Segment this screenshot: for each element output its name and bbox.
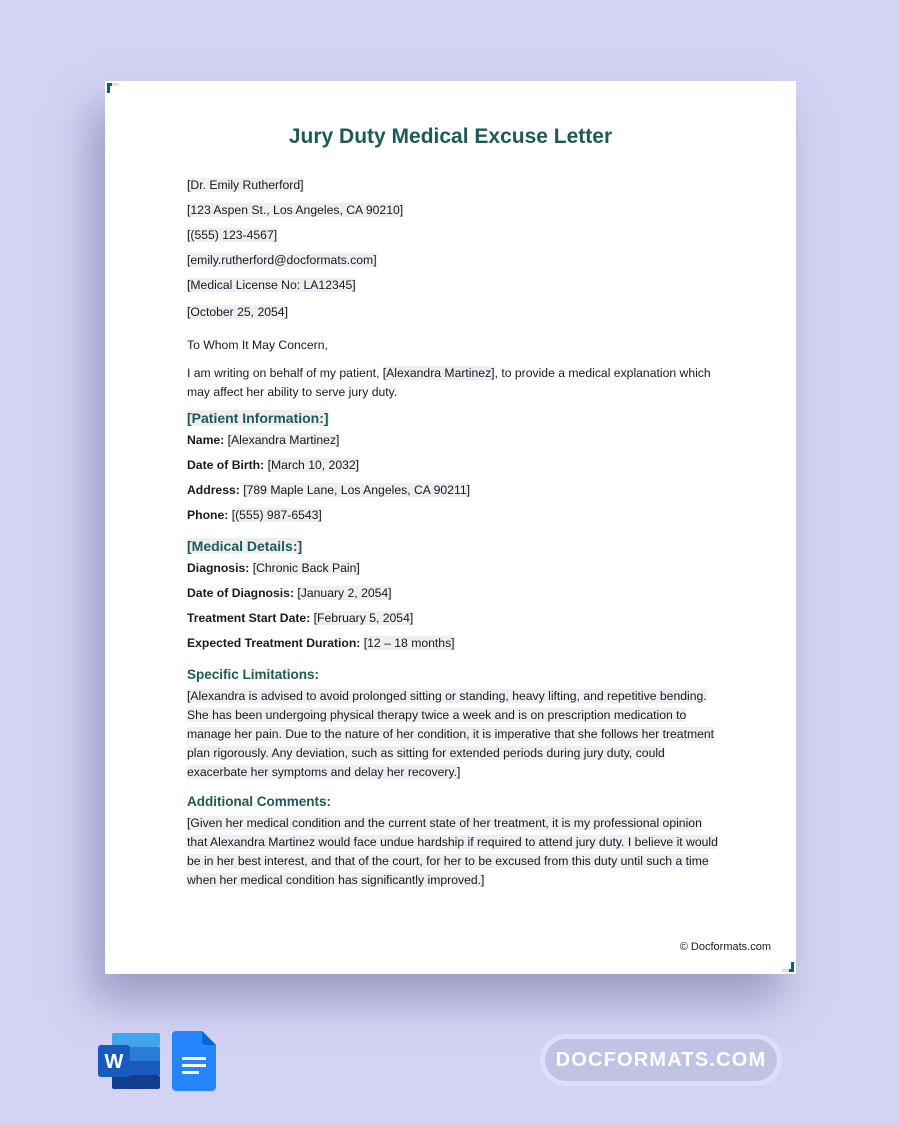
patient-info-heading: [Patient Information:] (187, 410, 329, 426)
sender-name: [Dr. Emily Rutherford] (187, 178, 304, 192)
medical-field-diagnosis: Diagnosis: [Chronic Back Pain] (187, 561, 360, 575)
greeting: To Whom It May Concern, (187, 338, 328, 352)
letter-body (187, 176, 722, 900)
corner-mark-top-left (107, 83, 117, 93)
format-icons (98, 1031, 216, 1091)
copyright-notice: © Docformats.com (679, 941, 771, 953)
limitations-paragraph: [Alexandra is advised to avoid prolonged sitting or standing, heavy lifting, and repetitive bending. She has been undergoing physical therapy twice a week and is on prescription medication to manage her pain. Due to the nature of her condition, it is imperative that she follows her treatment plan rigorously. Any deviation, such as sitting for extended periods during jury duty, could exacerbate her symptoms and delay her recovery.] (187, 689, 715, 779)
patient-field-phone: Phone: [(555) 987-6543] (187, 508, 322, 522)
limitations-heading: Specific Limitations: (187, 667, 320, 682)
sender-email: [emily.rutherford@docformats.com] (187, 253, 377, 267)
medical-field-treatment-start: Treatment Start Date: [February 5, 2054] (187, 611, 414, 625)
comments-paragraph: [Given her medical condition and the current state of her treatment, it is my professional opinion that Alexandra Martinez would face undue hardship if required to attend jury duty. I believe it would be in her best interest, and that of the court, for her to be excused from this duty until such a time when her medical condition has significantly improved.] (187, 816, 718, 887)
badge-label: DOCFORMATS.COM (545, 1039, 777, 1081)
patient-field-address: Address: [789 Maple Lane, Los Angeles, CA 90211] (187, 483, 470, 497)
document-page (105, 81, 796, 974)
docformats-badge[interactable] (540, 1034, 782, 1086)
svg-text:W: W (104, 1051, 124, 1073)
medical-field-diagnosis-date: Date of Diagnosis: [January 2, 2054] (187, 586, 392, 600)
medical-field-treatment-duration: Expected Treatment Duration: [12 – 18 months] (187, 636, 455, 650)
patient-name-inline: [Alexandra Martinez] (382, 366, 495, 380)
sender-license: [Medical License No: LA12345] (187, 278, 356, 292)
letter-date: [October 25, 2054] (187, 305, 288, 319)
patient-field-dob: Date of Birth: [March 10, 2032] (187, 458, 360, 472)
patient-field-name: Name: [Alexandra Martinez] (187, 433, 340, 447)
google-docs-icon[interactable] (172, 1031, 216, 1091)
sender-address: [123 Aspen St., Los Angeles, CA 90210] (187, 203, 404, 217)
medical-details-heading: [Medical Details:] (187, 538, 303, 554)
corner-mark-bottom-right (784, 962, 794, 972)
microsoft-word-icon[interactable] (98, 1031, 160, 1091)
intro-paragraph: I am writing on behalf of my patient, [Alexandra Martinez], to provide a medical explanation which may affect her ability to serve jury duty. (187, 366, 711, 399)
comments-heading: Additional Comments: (187, 794, 331, 809)
sender-phone: [(555) 123-4567] (187, 228, 278, 242)
document-title: Jury Duty Medical Excuse Letter (288, 125, 613, 148)
